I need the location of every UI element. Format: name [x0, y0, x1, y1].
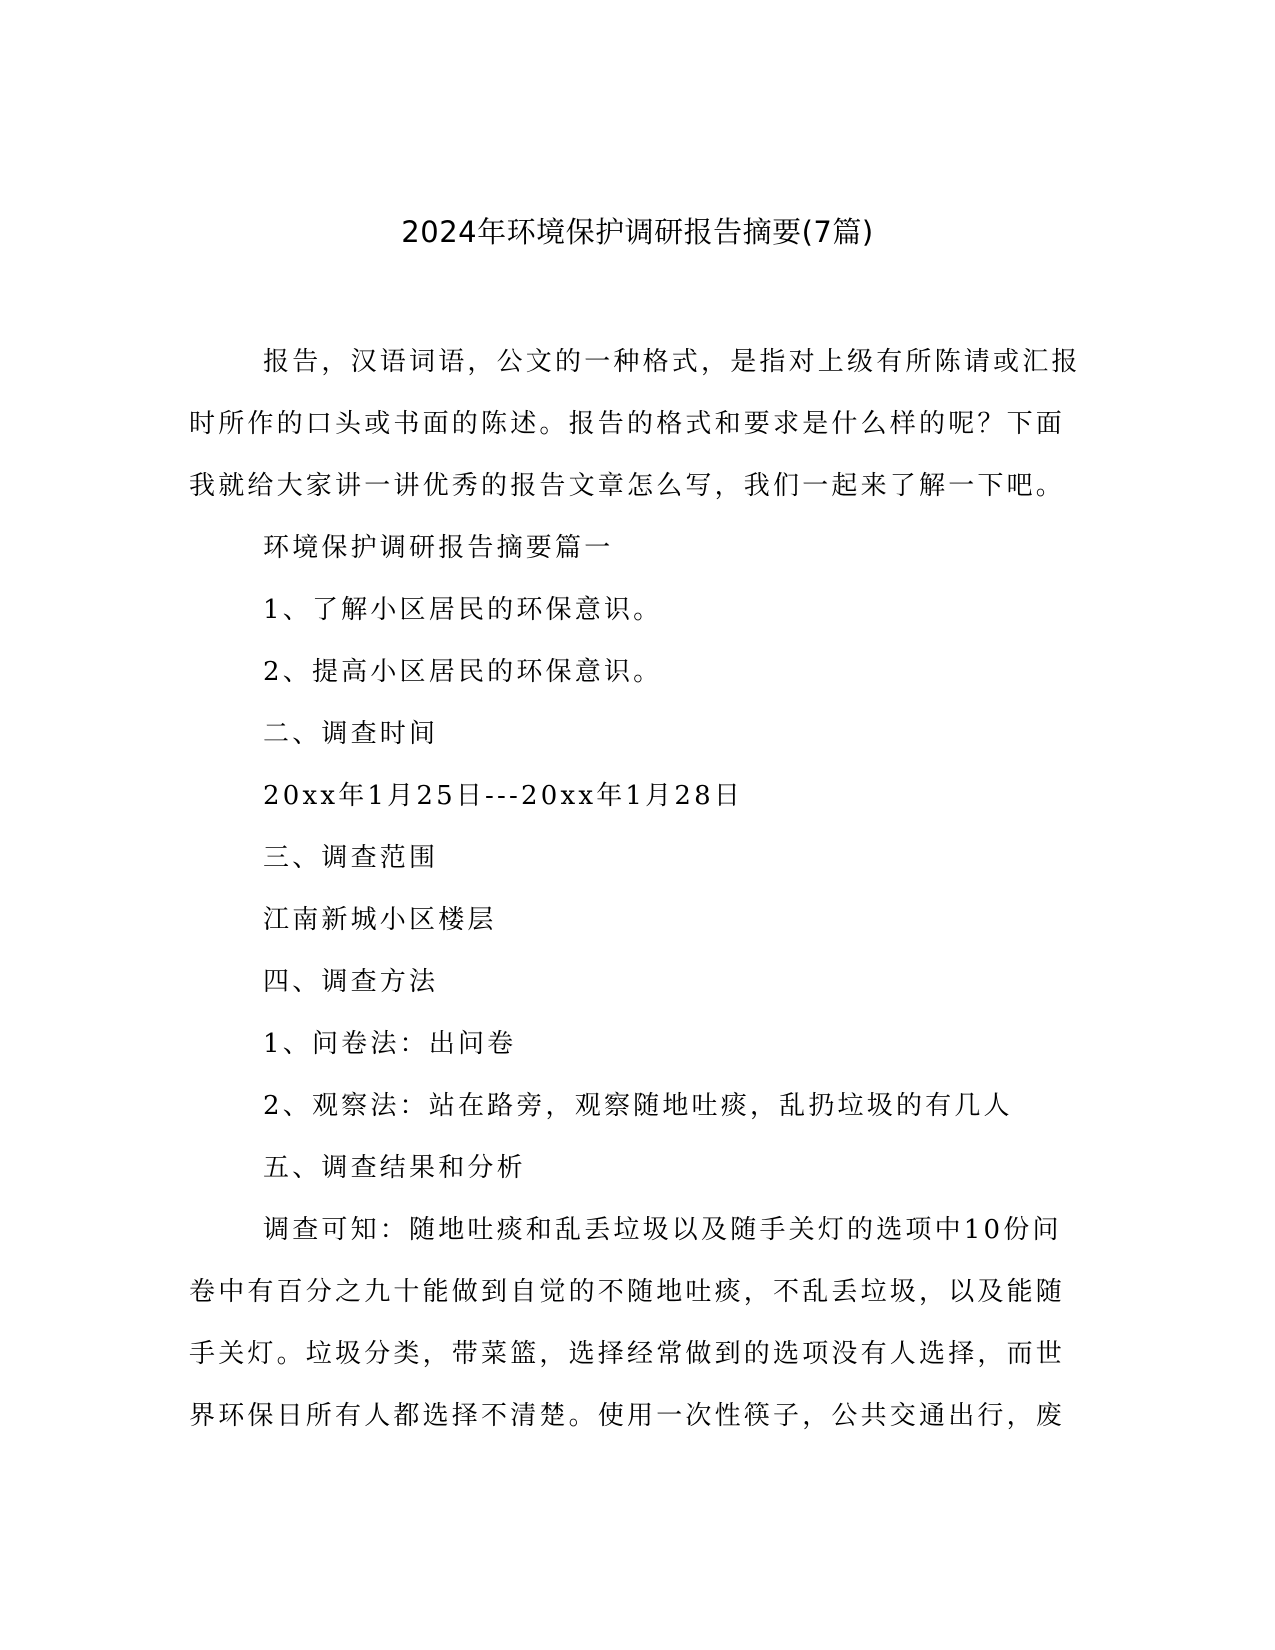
intro-line: 报告，汉语词语，公文的一种格式，是指对上级有所陈请或汇报 [263, 347, 1081, 377]
scope-value: 江南新城小区楼层 [263, 905, 497, 935]
intro-line: 时所作的口头或书面的陈述。报告的格式和要求是什么样的呢？下面 [189, 409, 1066, 439]
result-paragraph [189, 1199, 1089, 1447]
intro-paragraph [189, 331, 1089, 517]
method-heading: 四、调查方法 [263, 967, 439, 997]
result-line: 调查可知：随地吐痰和乱丢垃圾以及随手关灯的选项中10份问 [263, 1215, 1062, 1245]
intro-line: 我就给大家讲一讲优秀的报告文章怎么写，我们一起来了解一下吧。 [189, 471, 1066, 501]
purpose-item-1: 1、了解小区居民的环保意识。 [263, 595, 663, 625]
time-heading: 二、调查时间 [263, 719, 439, 749]
time-value: 20xx年1月25日---20xx年1月28日 [263, 781, 744, 811]
purpose-item-2: 2、提高小区居民的环保意识。 [263, 657, 663, 687]
section-heading: 环境保护调研报告摘要篇一 [263, 533, 614, 563]
result-heading: 五、调查结果和分析 [263, 1153, 526, 1183]
method-item-1: 1、问卷法：出问卷 [263, 1029, 517, 1059]
document-body [189, 331, 1089, 1447]
result-line: 界环保日所有人都选择不清楚。使用一次性筷子，公共交通出行，废 [189, 1401, 1066, 1431]
document-title: 2024年环境保护调研报告摘要(7篇) [401, 215, 874, 249]
method-item-2: 2、观察法：站在路旁，观察随地吐痰，乱扔垃圾的有几人 [263, 1091, 1013, 1121]
scope-heading: 三、调查范围 [263, 843, 439, 873]
result-line: 卷中有百分之九十能做到自觉的不随地吐痰，不乱丢垃圾，以及能随 [189, 1277, 1066, 1307]
result-line: 手关灯。垃圾分类，带菜篮，选择经常做到的选项没有人选择，而世 [189, 1339, 1066, 1369]
